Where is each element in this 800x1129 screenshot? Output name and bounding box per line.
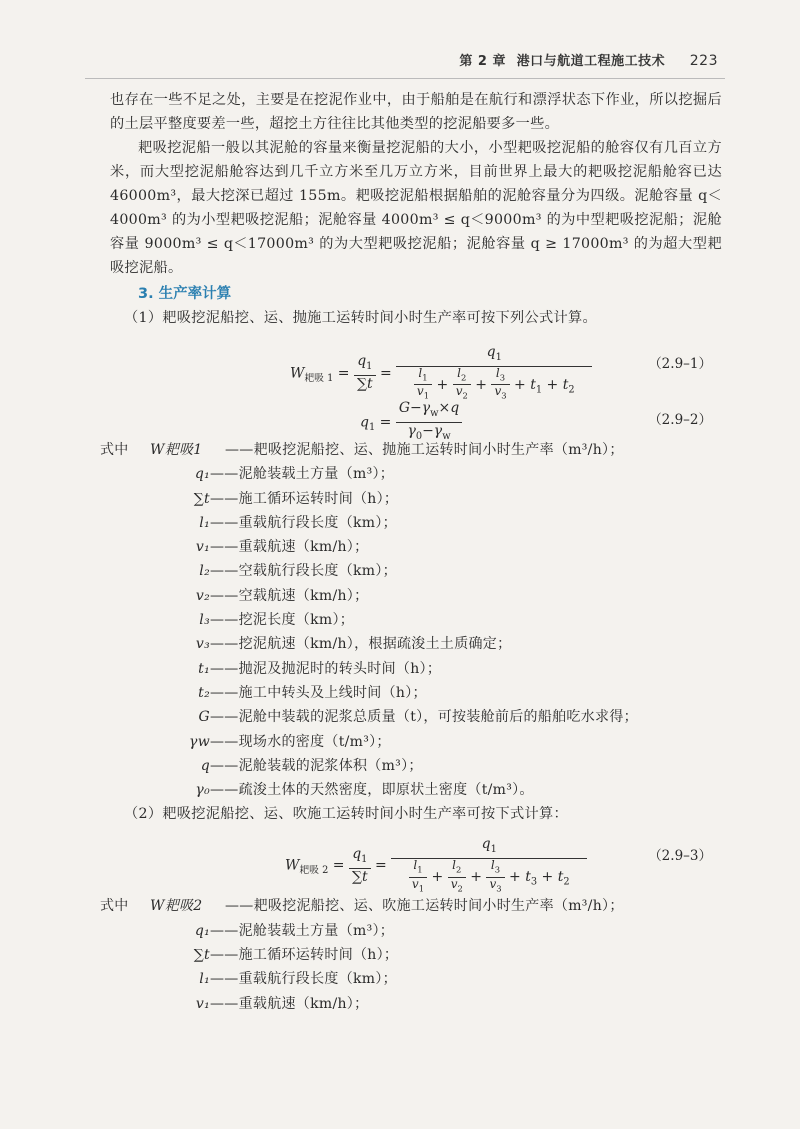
- definition-item: ∑t——施工循环运转时间（h）；: [193, 490, 399, 507]
- equation-number-3: （2.9–3）: [648, 848, 712, 865]
- defs-label: 式中: [100, 442, 129, 458]
- chapter-title: 港口与航道工程施工技术: [516, 54, 666, 69]
- subsection-2-text: （2）耙吸挖泥船挖、运、吹施工运转时间小时生产率可按下式计算：: [124, 806, 568, 823]
- definition-item: l₁——重载航行段长度（km）；: [199, 514, 397, 531]
- definition-item: q——泥舱装载的泥浆体积（m³）；: [200, 757, 423, 774]
- paragraph-1: 也存在一些不足之处，主要是在挖泥作业中，由于船舶是在航行和漂浮状态下作业，所以挖掘后的土层平整度要差一些，超挖土方往往比其他类型的挖泥船要多一些。: [110, 92, 722, 132]
- definition-item: 式中 W耙吸1 ——耙吸挖泥船挖、运、抛施工运转时间小时生产率（m³/h）；: [100, 438, 722, 462]
- chapter-number: 第 2 章: [459, 54, 506, 69]
- equation-number-1: （2.9–1）: [648, 356, 712, 372]
- definition-item: l₂——空载航行段长度（km）；: [199, 563, 397, 580]
- definition-item: t₂——施工中转头及上线时间（h）；: [198, 684, 427, 701]
- page-body: [100, 88, 722, 1016]
- definitions-list-2: [100, 894, 722, 1015]
- definition-item: q₁——泥舱装载土方量（m³）；: [194, 466, 395, 483]
- definition-item: G——泥舱中装载的泥浆总质量（t），可按装舱前后的船舶吃水求得；: [198, 709, 638, 726]
- subsection-1-text: （1）耙吸挖泥船挖、运、抛施工运转时间小时生产率可按下列公式计算。: [124, 310, 597, 326]
- paragraph-2: 耙吸挖泥船一般以其泥舱的容量来衡量挖泥船的大小，小型耙吸挖泥船的舱容仅有几百立方米，而大型挖泥船舱容达到几千立方米至几万立方米，目前世界上最大的耙吸挖泥船舱容已达 46000m³，最大挖深已超过 155m。耙吸挖泥船根据船舶的泥舱容量分为四级。泥舱容量 q＜4000m³ 的为小型耙吸挖泥船；泥舱容量 4000m³ ≤ q＜9000m³ 的为中型耙吸挖泥船；泥舱容量 9000m³ ≤ q＜17000m³ 的为大型耙吸挖泥船；泥舱容量 q ≥ 17000m³ 的为超大型耙吸挖泥船。: [110, 140, 722, 276]
- definition-item: t₁——抛泥及抛泥时的转头时间（h）；: [198, 660, 442, 677]
- definition-item: l₁——重载航行段长度（km）；: [199, 971, 397, 988]
- running-header: [0, 50, 718, 69]
- definition-item: γw——现场水的密度（t/m³）；: [189, 733, 391, 750]
- equation-number-2: （2.9–2）: [648, 412, 712, 428]
- definition-item: v₁——重载航速（km/h）；: [195, 995, 369, 1012]
- page-number: 223: [689, 53, 718, 69]
- equation-2-9-1: $W_{耙吸 1}$ = $\frac{q_1}{\sum t}$ = $q_1$ $\frac{l_1}{v_1}$ + $\frac{l_2}{v_2}$ + $\frac{l_3}{v_3}$ + $t_1 + t_2$ （2.9–1）: [290, 344, 712, 401]
- section-heading: 3. 生产率计算: [138, 286, 232, 302]
- definition-item: v₁——重载航速（km/h）；: [195, 539, 369, 556]
- definition-item: v₃——挖泥航速（km/h），根据疏浚土土质确定；: [195, 636, 512, 653]
- equation-2-9-2: $q_1$ = $\frac{G-\gamma_w\times q}{\gamma_0-\gamma_w}$ （2.9–2）: [360, 400, 712, 442]
- definition-item: l₃——挖泥长度（km）；: [199, 612, 355, 629]
- definition-item: ∑t——施工循环运转时间（h）；: [193, 947, 399, 964]
- definition-item: 式中 W耙吸2 ——耙吸挖泥船挖、运、吹施工运转时间小时生产率（m³/h）；: [100, 898, 624, 915]
- header-rule: [85, 78, 725, 79]
- definition-item: γ₀——疏浚土体的天然密度，即原状土密度（t/m³）。: [195, 782, 534, 799]
- definitions-list-1: [100, 438, 722, 802]
- definition-item: v₂——空载航速（km/h）；: [195, 587, 369, 604]
- equation-2-9-3: $W_{耙吸 2}$ = $\frac{q_1}{\sum t}$ = $q_1$ $\frac{l_1}{v_1}$ + $\frac{l_2}{v_2}$ + $\frac{l_3}{v_3}$ + $t_3 + t_2$ （2.9–3）: [285, 836, 712, 894]
- definition-item: q₁——泥舱装载土方量（m³）；: [194, 922, 395, 939]
